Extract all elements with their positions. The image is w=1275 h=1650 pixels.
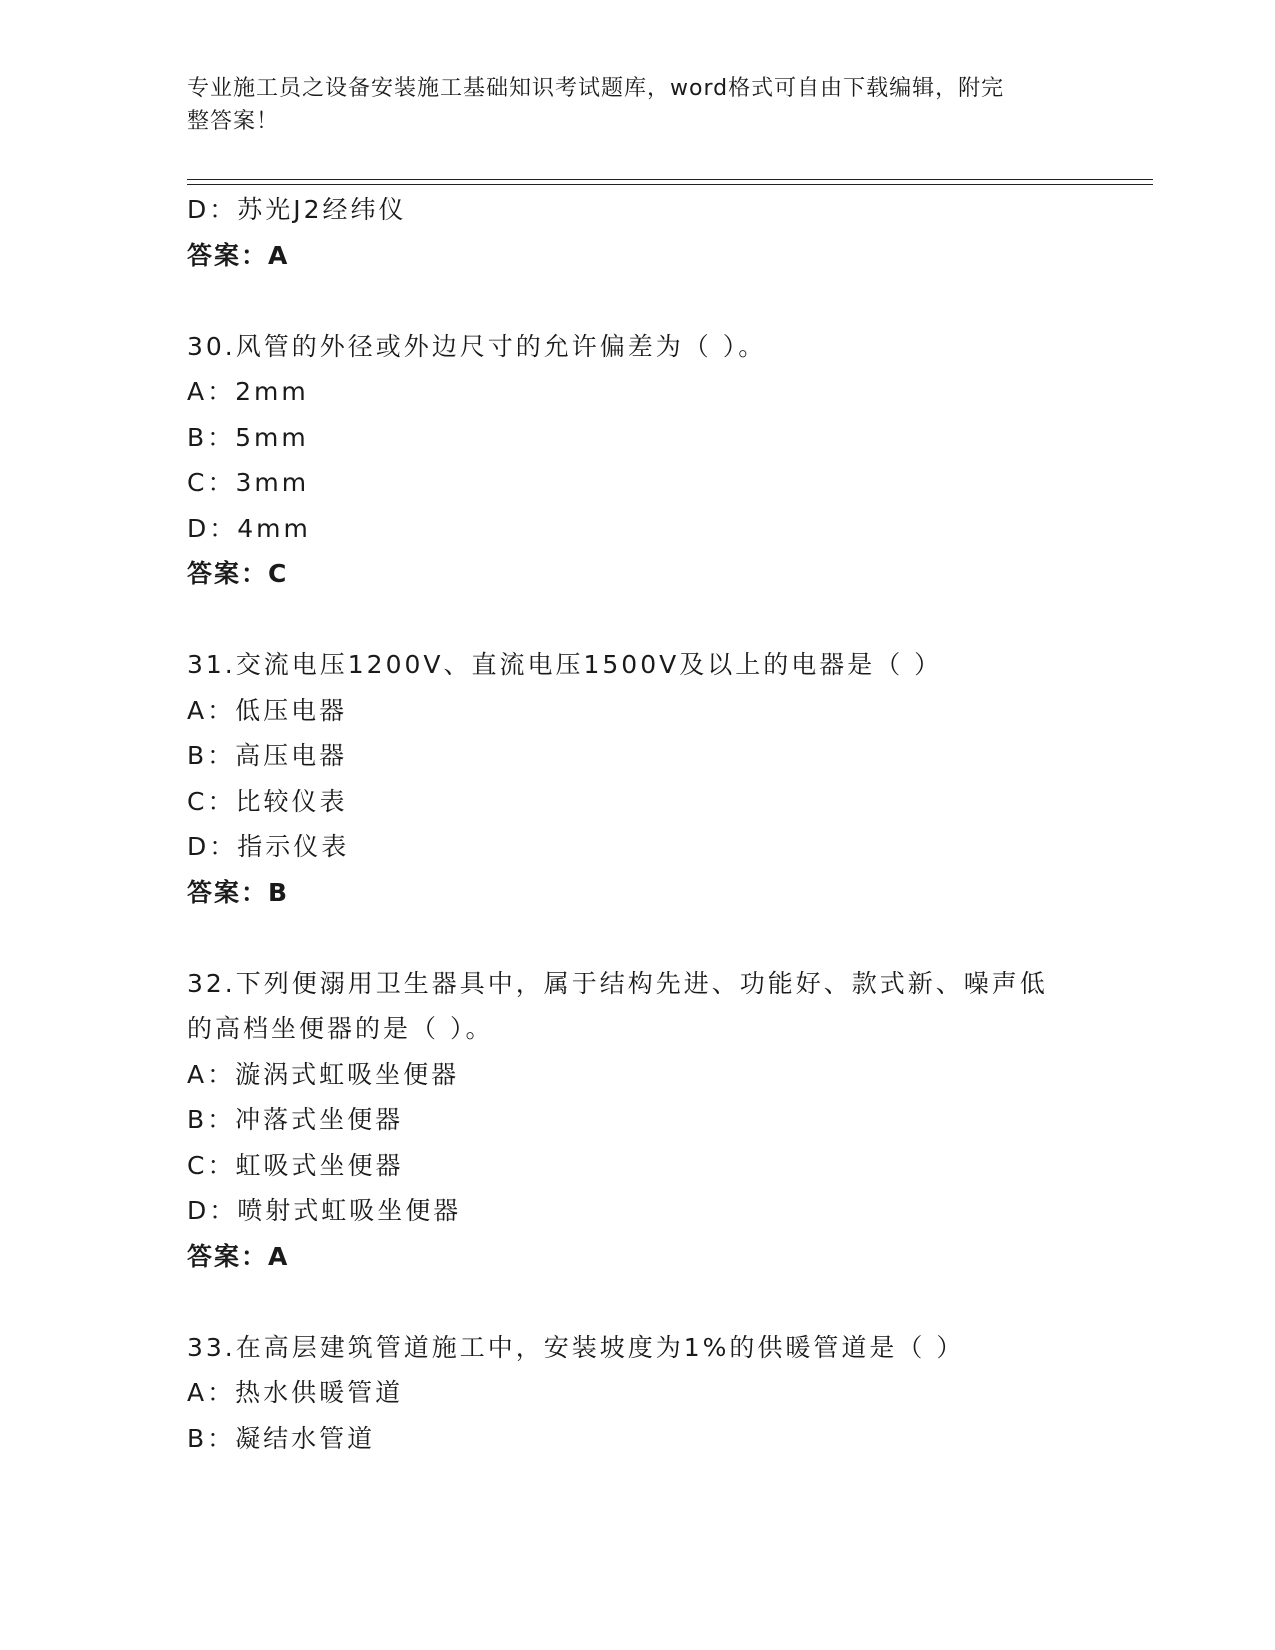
question-30-stem: 30.风管的外径或外边尺寸的允许偏差为（ ）。 (187, 331, 767, 361)
question-33-option-b: B：凝结水管道 (187, 1423, 376, 1453)
question-33-option-a: A：热水供暖管道 (187, 1378, 404, 1407)
question-32-answer: 答案：A (187, 1241, 290, 1271)
prev-answer: 答案：A (187, 240, 290, 270)
spacer (187, 1279, 1087, 1325)
question-31-stem: 31.交流电压1200V、直流电压1500V及以上的电器是（ ） (187, 650, 943, 679)
header-line-1: 专业施工员之设备安装施工基础知识考试题库，word格式可自由下载编辑，附完 (187, 76, 1005, 101)
question-31-option-a: A：低压电器 (187, 695, 348, 725)
question-32-stem-line-1: 32.下列便溺用卫生器具中，属于结构先进、功能好、款式新、噪声低 (187, 968, 1048, 998)
question-33-stem: 33.在高层建筑管道施工中，安装坡度为1%的供暖管道是（ ） (187, 1332, 965, 1362)
spacer (187, 597, 1087, 643)
question-30-option-b: B：5mm (187, 422, 309, 452)
question-31-option-b: B：高压电器 (187, 741, 348, 770)
question-31-option-c: C：比较仪表 (187, 786, 348, 816)
question-32-option-c: C：虹吸式坐便器 (187, 1150, 404, 1180)
header-divider-bottom (187, 184, 1153, 185)
header-line-2: 整答案！ (187, 109, 280, 134)
question-32-stem-line-2: 的高档坐便器的是（ ）。 (187, 1014, 494, 1043)
question-31-option-d: D：指示仪表 (187, 832, 350, 861)
spacer (187, 915, 1087, 961)
question-30-option-d: D：4mm (187, 513, 311, 543)
spacer (187, 278, 1087, 324)
question-30-answer: 答案：C (187, 559, 289, 588)
question-32-option-d: D：喷射式虹吸坐便器 (187, 1196, 462, 1225)
question-content (187, 187, 1087, 1461)
header-divider-top (187, 179, 1153, 180)
document-header (187, 72, 1067, 138)
question-30-option-a: A：2mm (187, 377, 309, 406)
prev-option-d: D：苏光J2经纬仪 (187, 195, 407, 224)
question-30-option-c: C：3mm (187, 468, 310, 497)
question-31-answer: 答案：B (187, 877, 290, 907)
question-32-option-b: B：冲落式坐便器 (187, 1105, 404, 1134)
question-32-option-a: A：漩涡式虹吸坐便器 (187, 1059, 460, 1089)
